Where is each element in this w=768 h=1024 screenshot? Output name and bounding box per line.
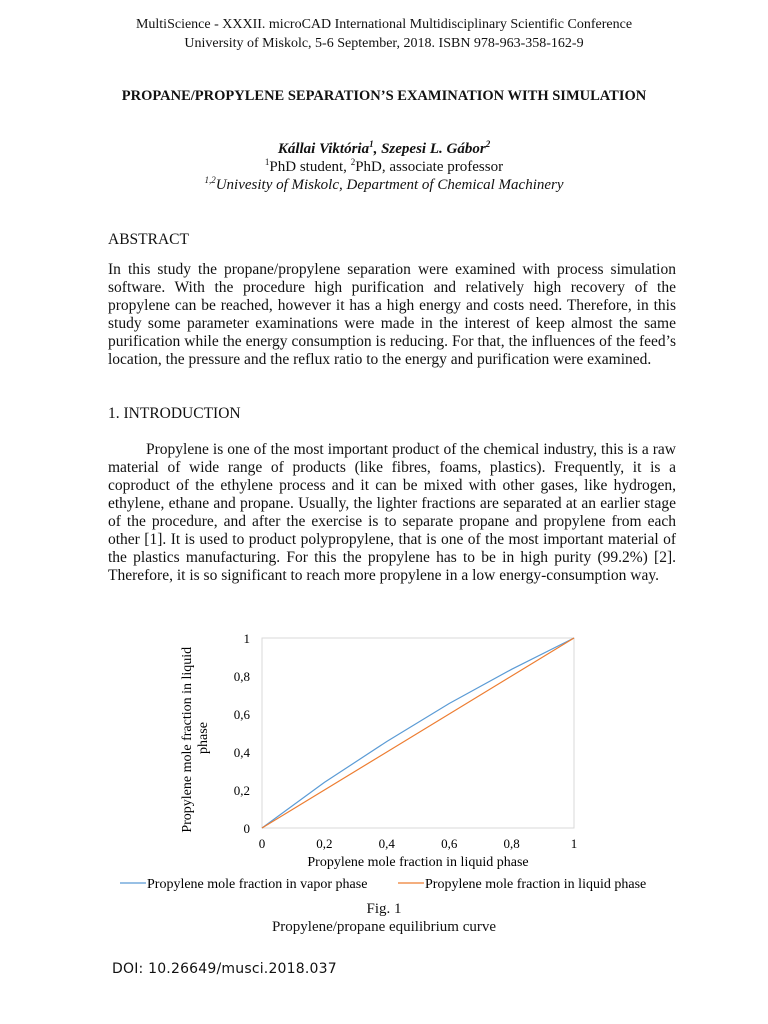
x-tick-label: 1 [570,836,578,851]
author-2: Szepesi L. Gábor [381,141,486,157]
x-tick-label: 0,4 [378,836,395,851]
y-tick-label: 0,4 [233,745,250,760]
y-axis-label [180,643,211,832]
series-line-2 [262,638,574,828]
author-2-sup: 2 [485,139,491,149]
abstract-text: In this study the propane/propylene separation were examined with process simulation software. With the procedure high purification and relatively high recovery of the propylene can be reached, however it has a high energy and costs need. Therefore, in this study some parameter examinations were made in the interest of keep almost the same purification while the energy consumption is reducing. For that, the influences of the feed’s location, the pressure and the reflux ratio to the energy and purification were examined. [108,261,676,368]
affiliation-sup: 1,2 [204,175,216,185]
author-1: Kállai Viktória [277,141,370,157]
y-tick-label: 0,6 [233,707,250,722]
author-1-sup: 1 [369,139,374,149]
legend [120,877,646,892]
authors [0,141,768,158]
y-tick-labels [234,631,251,836]
affiliation-text: Univesity of Miskolc, Department of Chemical Machinery [215,177,564,193]
y-tick-label: 1 [243,631,250,646]
conference-header-line2: University of Miskolc, 5-6 September, 2018. ISBN 978-963-358-162-9 [184,36,584,51]
abstract-heading: ABSTRACT [108,231,189,248]
equilibrium-chart [0,620,768,902]
y-tick-label: 0,8 [233,669,250,684]
y-tick-label: 0 [243,821,250,836]
x-tick-label: 0 [258,836,266,851]
y-axis-label-line1: Propylene mole fraction in liquid [180,646,195,833]
legend-label-1: Propylene mole fraction in vapor phase [147,877,368,892]
intro-heading: 1. INTRODUCTION [108,405,241,422]
x-tick-label: 0,8 [503,836,520,851]
author-roles [0,159,768,176]
doi: DOI: 10.26649/musci.2018.037 [112,961,337,977]
author-separator: , [373,141,382,157]
y-axis-label-line2: phase [196,722,211,754]
role-1-sup: 1 [264,157,270,167]
x-axis-label: Propylene mole fraction in liquid phase [307,855,529,870]
role-2: PhD, associate professor [355,159,504,175]
paper-title: PROPANE/PROPYLENE SEPARATION’S EXAMINATION WITH SIMULATION [121,88,647,104]
figure-caption: Propylene/propane equilibrium curve [271,919,497,935]
conference-header-line1: MultiScience - XXXII. microCAD International Multidisciplinary Scientific Conference [135,17,633,32]
x-tick-label: 0,6 [441,836,458,851]
x-tick-labels [259,836,578,851]
role-2-sup: 2 [350,157,356,167]
x-tick-label: 0,2 [316,836,333,851]
y-tick-label: 0,2 [233,783,250,798]
role-1: PhD student, [269,159,351,175]
figure-label: Fig. 1 [366,901,402,917]
affiliation [0,177,768,194]
series-lines [262,638,574,828]
legend-label-2: Propylene mole fraction in liquid phase [425,877,647,892]
intro-text: Propylene is one of the most important product of the chemical industry, this is a raw material of wide range of products (like fibres, foams, plastics). Frequently, it is a coproduct of the ethylene process and it can be mixed with other gases, like hydrogen, ethylene, ethane and propane. Usually, the lighter fractions are separated at an earlier stage of the procedure, and after the exercise is to separate propane and propylene from each other [1]. It is used to product polypropylene, that is one of the most important material of the plastics manufacturing. For this the propylene has to be in high purity (99.2%) [2]. Therefore, it is so significant to reach more propylene in a low energy-consumption way. [108,441,676,584]
